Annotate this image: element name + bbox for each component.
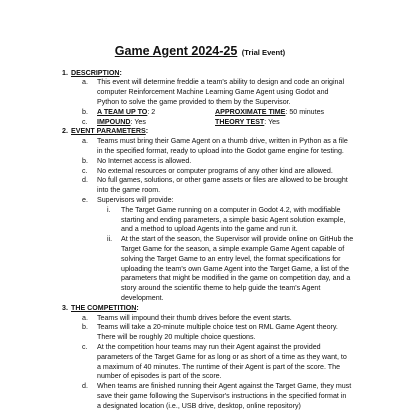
list-item-marker: a. [82, 137, 88, 146]
section-colon: : [145, 127, 149, 136]
section-colon: : [119, 68, 122, 77]
sub-item-text-line: uploading the team's own Game Agent into the Target Game, a list of the [121, 264, 349, 273]
list-item-marker: b. [82, 323, 88, 332]
sub-item-text-line: Target Game for the season, a simple example Game Agent capable of [121, 244, 345, 253]
sub-item-text-line: development. [121, 293, 164, 302]
field-label: APPROXIMATE TIME [215, 107, 286, 116]
sub-item-marker: i. [107, 205, 111, 214]
list-item-text-line: Teams will impound their thumb drives before the event starts. [97, 313, 292, 322]
list-item-text-line: save their game following the Supervisor's instructions in the specified format in [97, 391, 347, 400]
list-item-marker: c. [82, 342, 88, 351]
section-title: THE COMPETITION [71, 303, 137, 312]
field-pair-left [97, 108, 155, 117]
list-item-text-line: When teams are finished running their Agent against the Target Game, they must [97, 382, 352, 391]
sub-item-text-line: starting and ending parameters, a simple basic Agent solution example, [121, 215, 346, 224]
list-item-marker: b. [82, 156, 88, 165]
list-item-text-line: No external resources or computer programs of any other kind are allowed. [97, 166, 333, 175]
section-heading [62, 127, 148, 136]
section-number: 2. [62, 127, 68, 136]
list-item-text-line: in the specified format, ready to upload into the Godot game engine for testing. [97, 146, 344, 155]
list-item-text-line: into the game room. [97, 186, 161, 195]
section-heading [62, 304, 139, 313]
list-item-text-line: a designated location (i.e., USB drive, desktop, online repository) [97, 401, 301, 410]
field-value: : 2 [147, 107, 156, 116]
list-item-marker: c. [82, 166, 88, 175]
list-item-text-line: parameters of the Target Game for as long or as short of a time as they want, to [97, 352, 347, 361]
list-item-text-line: There will be roughly 20 multiple choice questions. [97, 333, 256, 342]
section-number: 3. [62, 303, 68, 312]
sub-item-text-line: At the start of the season, the Supervisor will provide online on GitHub the [121, 235, 354, 244]
list-item-marker: e. [82, 195, 88, 204]
list-item-marker: a. [82, 78, 88, 87]
section-colon: : [136, 303, 139, 312]
list-item-marker: d. [82, 176, 88, 185]
list-item-text-line: computer Reinforcement Machine Learning Game Agent using Godot and [97, 88, 329, 97]
sub-item-marker: ii. [107, 235, 113, 244]
title-subtitle: (Trial Event) [241, 48, 286, 57]
list-item-text-line: Teams must bring their Game Agent on a thumb drive, written in Python as a file [97, 137, 348, 146]
list-item-text-line: No Internet access is allowed. [97, 156, 192, 165]
field-value: : Yes [264, 117, 280, 126]
section-heading [62, 69, 122, 78]
field-value: : Yes [130, 117, 146, 126]
sub-item-text-line: story around the scientific theme to help guide the team's Agent [121, 284, 321, 293]
sub-item-text-line: and a method to upload Agents into the game and run it. [121, 225, 298, 234]
field-label: A TEAM UP TO [97, 107, 148, 116]
section-number: 1. [62, 68, 68, 77]
field-pair-right [215, 108, 324, 117]
list-item-marker: c. [82, 117, 88, 126]
list-item-marker: d. [82, 382, 88, 391]
list-item-text-line: a maximum of 40 minutes. The runtime of their Agent is part of the score. The [97, 362, 341, 371]
section-title: EVENT PARAMETERS [71, 127, 146, 136]
list-item-text-line: No full games, solutions, or other game assets or files are allowed to be brought [97, 176, 348, 185]
list-item-marker: b. [82, 107, 88, 116]
list-item-text-line: Teams will take a 20-minute multiple choice test on RML Game Agent theory. [97, 323, 338, 332]
field-pair-left [97, 118, 146, 127]
sub-item-text-line: solving the Target Game to an entry level, the format specifications for [121, 254, 341, 263]
document-title [0, 44, 400, 60]
list-item-text-line: Python to solve the game provided to them by the Supervisor. [97, 97, 291, 106]
sub-item-text-line: parameters that might be modified in the game on competition day, and a [121, 274, 351, 283]
list-item-text-line: This event will determine freddie a team's ability to design and code an original [97, 78, 345, 87]
list-item-text-line: At the competition hour teams may run their Agent against the provided [97, 342, 321, 351]
field-pair-right [215, 118, 280, 127]
field-label: THEORY TEST [215, 117, 265, 126]
title-main: Game Agent 2024-25 [114, 44, 238, 58]
list-item-text-line: Supervisors will provide: [97, 195, 174, 204]
list-item-text-line: number of episodes is part of the score. [97, 372, 222, 381]
list-item-marker: a. [82, 313, 88, 322]
field-value: : 50 minutes [285, 107, 325, 116]
section-title: DESCRIPTION [71, 68, 120, 77]
sub-item-text-line: The Target Game running on a computer in Godot 4.2, with modifiable [121, 205, 341, 214]
field-label: IMPOUND [97, 117, 131, 126]
